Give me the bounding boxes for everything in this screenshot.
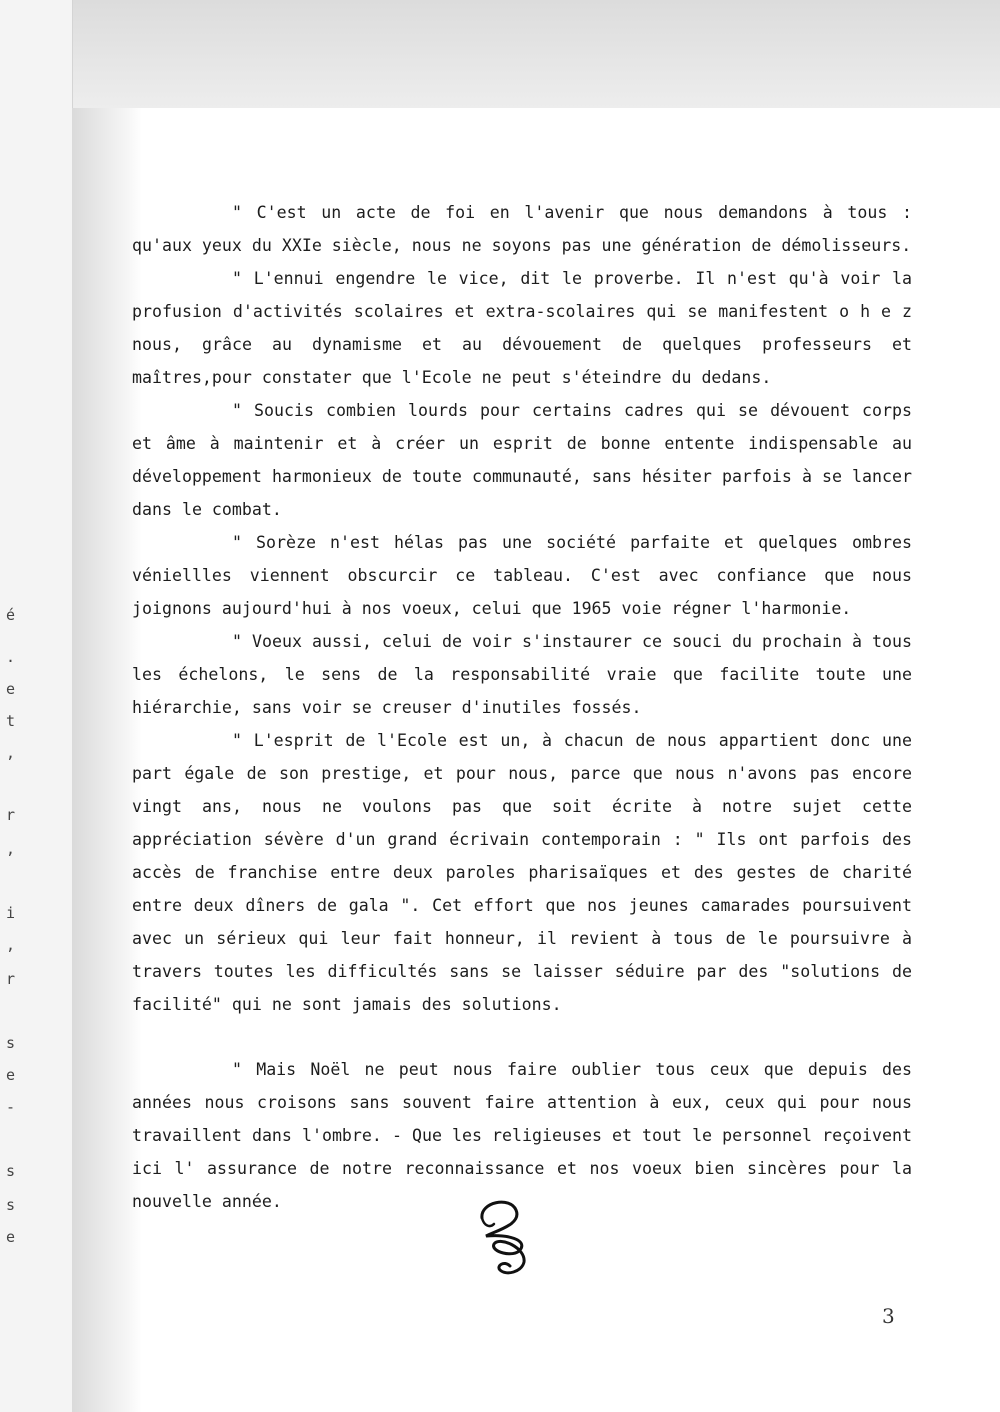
margin-fragment: é — [6, 606, 16, 624]
margin-fragment: , — [6, 840, 16, 858]
page-body — [132, 196, 912, 1218]
flourish-ornament-icon — [470, 1190, 540, 1280]
margin-fragment: - — [6, 1098, 16, 1116]
paragraph: " L'esprit de l'Ecole est un, à chacun de nous appartient donc une part égale de son prestige, et pour nous, parce que nous n'avons pas encore vingt ans, nous ne voulons pas que soit écrite à notre sujet cette appréciation sévère d'un grand écrivain contemporain : " Ils ont parfois des accès de franchise entre deux paroles pharisaïques et des gestes de charité entre deux dîners de gala ". Cet effort que nos jeunes camarades poursuivent avec un sérieux qui leur fait honneur, il revient à tous de le poursuivre à travers toutes les difficultés sans se laisser séduire par des "solutions de facilité" qui ne sont jamais des solutions. — [132, 731, 912, 1014]
margin-fragment: i — [6, 904, 16, 922]
paragraph: " Soucis combien lourds pour certains cadres qui se dévouent corps et âme à maintenir et à créer un esprit de bonne entente indispensable au développement harmonieux de toute communauté, sans hésiter parfois à se lancer dans le combat. — [132, 401, 912, 519]
paragraph: " L'ennui engendre le vice, dit le proverbe. Il n'est qu'à voir la profusion d'activités scolaires et extra-scolaires qui se manifestent o h e z nous, grâce au dynamisme et au dévouement de quelques professeurs et maîtres,pour constater que l'Ecole ne peut s'éteindre du dedans. — [132, 269, 912, 387]
paragraph: " Voeux aussi, celui de voir s'instaurer ce souci du prochain à tous les échelons, le sens de la responsabilité vraie que facilite toute une hiérarchie, sans voir se creuser d'inutiles fossés. — [132, 632, 912, 717]
margin-fragment: r — [6, 970, 16, 988]
margin-fragment: . — [6, 648, 16, 666]
paragraph: " Sorèze n'est hélas pas une société parfaite et quelques ombres véniellles viennent obscurcir ce tableau. C'est avec confiance que nous joignons aujourd'hui à nos voeux, celui que 1965 voie régner l'harmonie. — [132, 533, 912, 618]
margin-fragment: r — [6, 806, 16, 824]
margin-fragment: e — [6, 1066, 16, 1084]
margin-fragment: s — [6, 1196, 16, 1214]
margin-fragment: s — [6, 1162, 16, 1180]
paragraph: " C'est un acte de foi en l'avenir que nous demandons à tous : qu'aux yeux du XXIe siècle, nous ne soyons pas une génération de démolisseurs. — [132, 203, 912, 255]
margin-fragment: , — [6, 744, 16, 762]
margin-fragment: s — [6, 1034, 16, 1052]
scan-top-shadow — [0, 0, 1000, 108]
margin-fragment: , — [6, 936, 16, 954]
previous-page-edge — [0, 0, 73, 1412]
margin-fragment: e — [6, 680, 16, 698]
paragraph: " Mais Noël ne peut nous faire oublier tous ceux que depuis des années nous croisons sans souvent faire attention à eux, ceux qui pour nous travaillent dans l'ombre. - Que les religieuses et tout le personnel reçoivent ici l' assurance de notre reconnaissance et nos voeux bien sincères pour la nouvelle année. — [132, 1060, 912, 1211]
margin-fragment: e — [6, 1228, 16, 1246]
margin-fragment: t — [6, 712, 16, 730]
page-number: 3 — [882, 1304, 895, 1328]
